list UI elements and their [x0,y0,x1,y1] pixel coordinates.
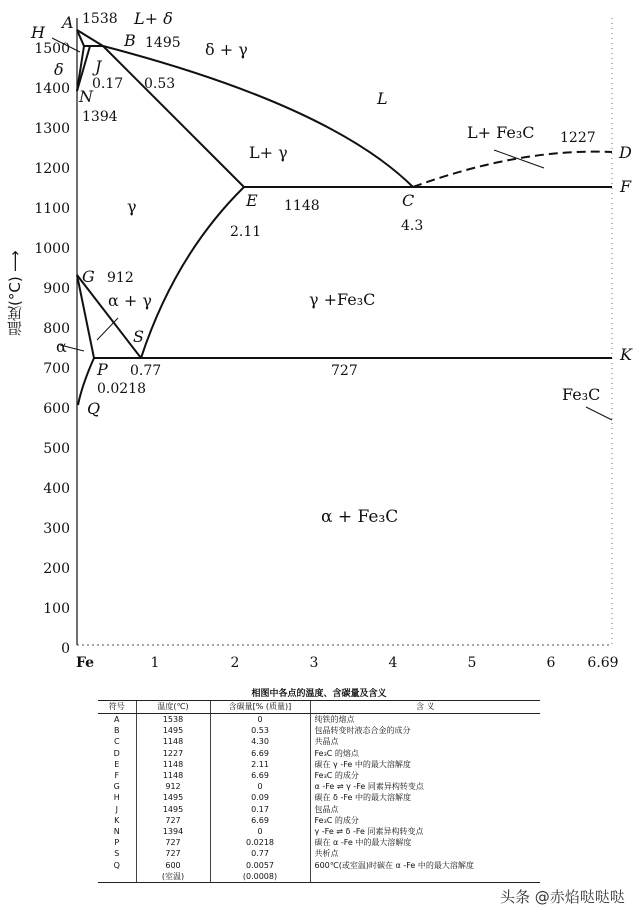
cell-carbon: 0.0218 [210,837,310,848]
axes [77,18,612,645]
label-2-11: 2.11 [230,224,262,240]
point-N: N [79,87,93,106]
y-tick-600: 600 [43,401,70,417]
y-tick-1500: 1500 [34,41,70,57]
y-tick-700: 700 [43,361,70,377]
cell-temperature: 1148 [136,736,210,747]
phase-L-Fe3C: L+ Fe₃C [467,123,535,142]
y-tick-1200: 1200 [34,161,70,177]
phase-L-delta: L+ δ [134,9,173,28]
cell-temperature: (室温) [136,871,210,883]
x-tick-1: 1 [150,655,160,671]
cell-meaning: γ -Fe ⇌ δ -Fe 同素异构转变点 [310,826,540,837]
header-temperature: 温度(℃) [136,701,210,714]
header-carbon: 含碳量[% (质量)] [210,701,310,714]
header-meaning: 含 义 [310,701,540,714]
cell-temperature: 1538 [136,714,210,726]
cell-carbon: (0.0008) [210,871,310,883]
cell-carbon: 0 [210,714,310,726]
cell-symbol: H [113,793,120,803]
x-tick-labels [76,655,619,671]
cell-carbon: 4.30 [210,736,310,747]
cell-temperature: 727 [136,848,210,859]
watermark: 头条 @赤焰哒哒哒 [500,888,625,906]
cell-meaning: 共晶点 [310,736,540,747]
table-header-row [98,701,540,714]
y-axis-label [4,250,26,336]
table-row [98,748,540,759]
cell-symbol: Q [113,860,120,870]
phase-alpha: α [56,337,67,356]
cell-temperature: 1394 [136,826,210,837]
cell-symbol: D [113,748,120,758]
phase-gamma: γ [127,197,137,216]
cell-symbol: F [114,771,120,781]
line-GS [77,275,141,358]
cell-temperature: 727 [136,815,210,826]
label-1227: 1227 [560,130,596,146]
table-row [98,736,540,747]
y-tick-1300: 1300 [34,121,70,137]
y-tick-100: 100 [43,601,70,617]
label-0-0218: 0.0218 [97,381,146,397]
cell-symbol: P [114,838,120,848]
cell-carbon: 0.17 [210,804,310,815]
phase-delta: δ [54,60,64,79]
cell-carbon: 0.77 [210,848,310,859]
cell-carbon: 2.11 [210,759,310,770]
cell-temperature: 912 [136,781,210,792]
cell-meaning: 包晶转变时液态合金的成分 [310,725,540,736]
table-row [98,759,540,770]
cell-symbol: E [114,759,120,769]
line-JE-solidus [103,46,244,187]
cell-meaning: Fe₃C 的成分 [310,815,540,826]
phase-delta-gamma: δ + γ [205,40,248,59]
table-row [98,860,540,871]
table-body [98,714,540,883]
y-tick-200: 200 [43,561,70,577]
cell-carbon: 6.69 [210,815,310,826]
x-tick-6-69: 6.69 [587,655,619,671]
label-1538: 1538 [82,11,118,27]
cell-meaning: 碳在 α -Fe 中的最大溶解度 [310,837,540,848]
y-tick-400: 400 [43,481,70,497]
cell-carbon: 6.69 [210,770,310,781]
x-tick-3: 3 [309,655,319,671]
table-row [98,848,540,859]
cell-meaning: 碳在 γ -Fe 中的最大溶解度 [310,759,540,770]
table-row [98,792,540,803]
arrow-icon: ⟶ [6,250,24,272]
label-912: 912 [107,270,134,286]
cell-symbol: K [114,815,120,825]
phase-L-gamma: L+ γ [249,143,288,162]
x-tick-2: 2 [230,655,240,671]
label-0-17: 0.17 [92,76,124,92]
cell-carbon: 6.69 [210,748,310,759]
table-row [98,815,540,826]
x-tick-fe: Fe [75,655,95,671]
table-row [98,770,540,781]
cell-symbol: A [114,715,120,724]
point-C: C [402,191,415,210]
y-axis-label-text: 温度(°C) [6,276,24,336]
cell-meaning: α -Fe ⇌ γ -Fe 同素异构转变点 [310,781,540,792]
cell-meaning: Fe₃C 的熔点 [310,748,540,759]
phase-Fe3C: Fe₃C [562,385,601,404]
cell-carbon: 0.09 [210,792,310,803]
y-tick-900: 900 [43,281,70,297]
cell-temperature: 727 [136,837,210,848]
cell-meaning: 600℃(或室温)时碳在 α -Fe 中的最大溶解度 [310,860,540,871]
point-K: K [620,345,632,364]
label-1394: 1394 [82,109,118,125]
value-labels [82,11,596,397]
table [98,700,540,883]
point-D: D [619,143,632,162]
table-title: 相图中各点的温度、含碳量及含义 [251,689,387,699]
cell-temperature: 1148 [136,759,210,770]
x-tick-5: 5 [467,655,477,671]
cell-symbol: G [113,782,120,792]
phase-gamma-Fe3C: γ +Fe₃C [309,290,376,309]
x-tick-6: 6 [546,655,556,671]
cell-symbol: C [113,737,120,747]
point-Q: Q [87,399,101,418]
cell-temperature: 1148 [136,770,210,781]
label-0-77: 0.77 [130,363,162,379]
label-4-3: 4.3 [401,218,424,234]
cell-symbol: J [115,804,118,814]
cell-symbol [98,871,136,883]
cell-temperature: 1495 [136,725,210,736]
point-P: P [97,360,108,379]
cell-carbon: 0 [210,826,310,837]
label-727: 727 [331,363,358,379]
x-tick-4: 4 [388,655,398,671]
phase-labels [54,9,600,527]
table-row [98,725,540,736]
line-PQ [78,358,94,405]
cell-temperature: 1227 [136,748,210,759]
cell-temperature: 1495 [136,804,210,815]
point-G: G [82,267,95,286]
y-tick-800: 800 [43,321,70,337]
cell-meaning: 纯铁的熔点 [310,714,540,726]
phase-L: L [377,89,388,108]
cell-symbol: N [113,827,120,837]
point-S: S [133,327,144,346]
cell-meaning: 包晶点 [310,804,540,815]
point-H: H [31,23,45,42]
phase-alpha-gamma: α + γ [108,291,152,310]
label-1148: 1148 [284,198,320,214]
cell-meaning: 碳在 δ -Fe 中的最大溶解度 [310,792,540,803]
y-tick-500: 500 [43,441,70,457]
cell-symbol: B [114,726,120,736]
y-tick-1400: 1400 [34,81,70,97]
point-J: J [95,57,102,76]
table-row [98,871,540,883]
line-ES-acm [141,187,244,358]
label-0-53: 0.53 [144,76,176,92]
line-BC-liquidus [103,46,413,187]
cell-carbon: 0.0057 [210,860,310,871]
points-table [98,688,540,883]
y-tick-1100: 1100 [34,201,70,217]
cell-meaning: Fe₃C 的成分 [310,770,540,781]
table-row [98,781,540,792]
point-E: E [246,191,258,210]
cell-temperature: 600 [136,860,210,871]
phase-alpha-Fe3C: α + Fe₃C [321,507,399,527]
point-F: F [620,177,632,196]
point-B: B [124,31,136,50]
cell-meaning [310,871,540,883]
table-row [98,804,540,815]
y-tick-1000: 1000 [34,241,70,257]
table-row [98,837,540,848]
y-tick-300: 300 [43,521,70,537]
cell-temperature: 1495 [136,792,210,803]
label-1495: 1495 [145,35,181,51]
table-row [98,826,540,837]
cell-symbol: S [114,849,120,859]
cell-carbon: 0.53 [210,725,310,736]
header-symbol: 符号 [98,701,136,714]
point-A: A [62,13,74,32]
y-tick-0: 0 [61,641,70,657]
table-row [98,714,540,726]
cell-carbon: 0 [210,781,310,792]
cell-meaning: 共析点 [310,848,540,859]
